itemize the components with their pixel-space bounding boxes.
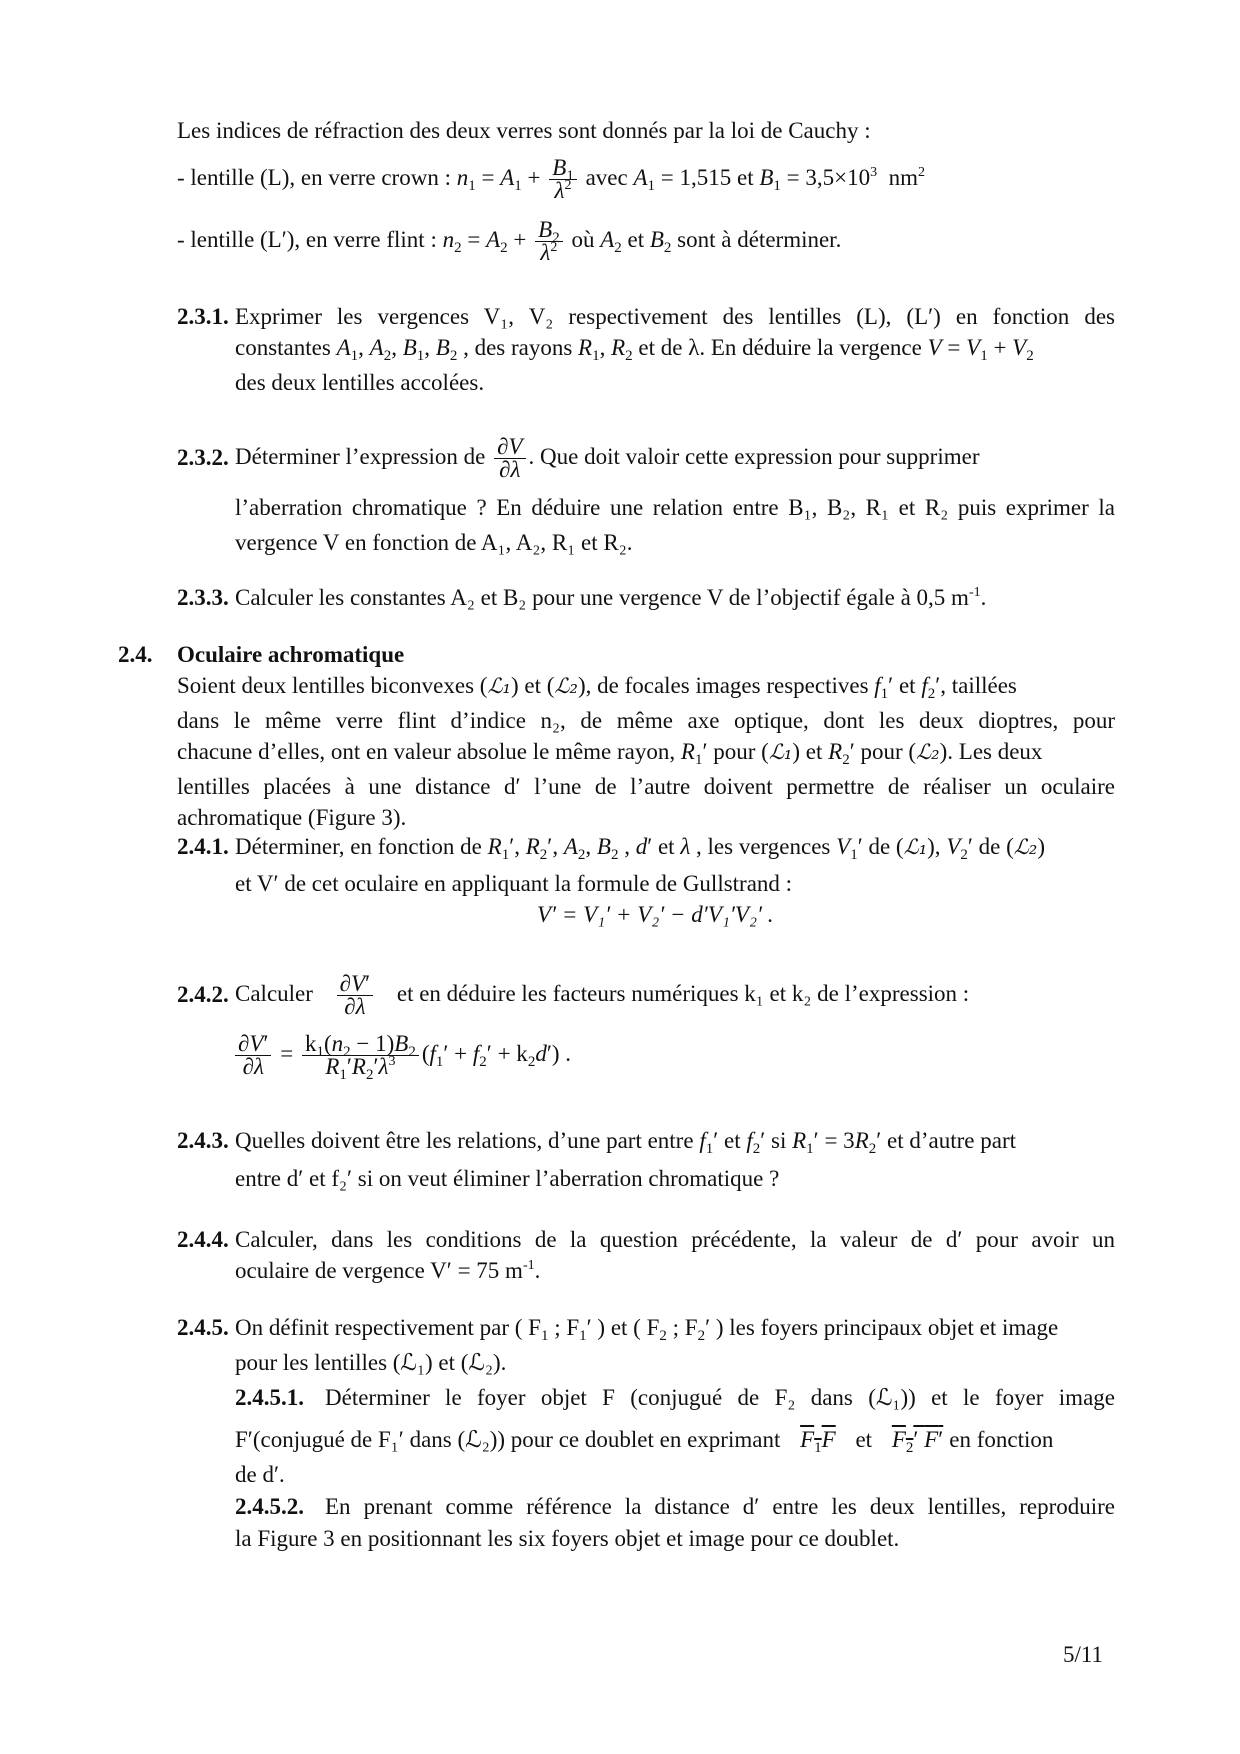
- lens-Lp-end: sont à déterminer.: [671, 227, 842, 252]
- q232-line2: l’aberration chromatique ? En déduire une relation entre B₁, B₂, R₁ et R₂ puis exprimer la: [235, 495, 1115, 520]
- lens-Lp-label: - lentille (L′), en verre flint :: [177, 227, 443, 252]
- s24-line3: chacune d’elles, ont en valeur absolue le même rayon, $R_1'$ pour (ℒ₁) et $R_2'$ pour (ℒ₂). Les deux: [177, 739, 1043, 768]
- q2451-line3: de d′.: [235, 1462, 285, 1487]
- s24-line1: Soient deux lentilles biconvexes (ℒ₁) et (ℒ₂), de focales images respectives $f_1'$ et $f_2'$, taillées: [177, 673, 1017, 702]
- lens-Lp-line: - lentille (L′), en verre flint : $n_2 = A_2$ + $\frac{B_2}{\lambda^2}$ où $A_2$ et $B_2$ sont à déterminer.: [177, 217, 842, 266]
- q245-line1: On définit respectivement par ( $F_1$ ; $F_1'$ ) et ( $F_2$ ; $F_2'$ ) les foyers principaux objet et image: [235, 1315, 1059, 1344]
- q241-line1: Déterminer, en fonction de $R_1'$, $R_2'$, $A_2$, $B_2$ , d′ et λ , les vergences $V_1'$ de (ℒ₁), $V_2'$ de (ℒ₂): [235, 834, 1045, 863]
- q231-line2: constantes $A_1$, $A_2$, $B_1$, $B_2$ , des rayons $R_1$, $R_2$ et de λ. En déduire la vergence $V = V_1 + V_2$: [235, 335, 1034, 364]
- lens-Lp-ou: où: [571, 227, 601, 252]
- q244-line2: oculaire de vergence V′ = 75 $m^{-1}$.: [235, 1258, 541, 1283]
- q242-number: 2.4.2.: [177, 982, 229, 1007]
- q232-line1: Déterminer l’expression de $\frac{\partial V}{\partial\lambda}$ . Que doit valoir cette expression pour supprimer: [235, 434, 980, 483]
- A1-value: 1,515: [679, 165, 732, 190]
- q241-line2: et V′ de cet oculaire en appliquant la formule de Gullstrand :: [235, 871, 793, 896]
- B1-unit: nm: [888, 165, 919, 190]
- lens-L-line: - lentille (L), en verre crown : $n_1 = A_1$ + $\frac{B_1}{\lambda^2}$ avec $A_1 = 1,515$ et $B_1 = 3,5\times 10^3$ $nm^2$: [177, 155, 926, 204]
- q232-number: 2.3.2.: [177, 445, 229, 470]
- s24-line5: achromatique (Figure 3).: [177, 805, 407, 830]
- q2451-line1: Déterminer le foyer objet F (conjugué de F₂ dans (ℒ₁)) et le foyer image: [325, 1385, 1115, 1410]
- s24-line4: lentilles placées à une distance d′ l’une de l’autre doivent permettre de réaliser un oculaire: [177, 774, 1115, 799]
- intro-text: Les indices de réfraction des deux verres sont donnés par la loi de Cauchy :: [177, 118, 871, 143]
- q2452-line1: En prenant comme référence la distance d′ entre les deux lentilles, reproduire: [325, 1494, 1115, 1519]
- dVp-dlambda-fraction: $\frac{\partial V'}{\partial\lambda}$: [337, 973, 373, 1018]
- q245-line2: pour les lentilles (ℒ₁) et (ℒ₂).: [235, 1350, 507, 1375]
- B1-exponent: 3: [870, 165, 878, 180]
- lens-Lp-et: et: [621, 227, 650, 252]
- B1-value: 3,5×10: [805, 165, 871, 190]
- dV-dlambda-fraction: $\frac{\partial V}{\partial\lambda}$: [494, 436, 525, 481]
- cauchy-fraction-1: $\frac{B_1}{\lambda^2}$: [549, 157, 577, 202]
- q241-number: 2.4.1.: [177, 834, 229, 859]
- q231-line1: Exprimer les vergences V₁, V₂ respectivement des lentilles (L), (L′) en fonction des: [235, 304, 1115, 329]
- lens-L-et: et: [737, 165, 760, 190]
- q231-line3: des deux lentilles accolées.: [235, 370, 485, 395]
- q231-number: 2.3.1.: [177, 304, 229, 329]
- cauchy-fraction-2: $\frac{B_2}{\lambda^2}$: [535, 219, 563, 264]
- lens-L-label: - lentille (L), en verre crown :: [177, 165, 457, 190]
- q244-line1: Calculer, dans les conditions de la question précédente, la valeur de d′ pour avoir un: [235, 1227, 1115, 1252]
- q242-line1: Calculer $\frac{\partial V'}{\partial\lambda}$ et en déduire les facteurs numériques k₁ et k₂ de l’expression :: [235, 971, 970, 1020]
- q243-line2: entre d′ et f₂′ si on veut éliminer l’aberration chromatique ?: [235, 1166, 780, 1191]
- q2451-number: 2.4.5.1.: [235, 1385, 304, 1410]
- q243-line1: Quelles doivent être les relations, d’une part entre $f_1'$ et $f_2'$ si $R_1' = 3R_2'$ et d’autre part: [235, 1128, 1017, 1157]
- intro-line: [177, 116, 871, 146]
- q244-number: 2.4.4.: [177, 1227, 229, 1252]
- q233-number: 2.3.3.: [177, 585, 229, 610]
- gullstrand-formula: V′ = V₁′ + V₂′ − d′V₁′V₂′ .: [537, 902, 774, 927]
- q245-number: 2.4.5.: [177, 1315, 229, 1340]
- q242-expression: $\frac{\partial V'}{\partial\lambda}$ = $\frac{k_1(n_2 - 1)B_2}{R_1'R_2'\lambda^3}$ $(f_1' + f_2' + k_2d')$ .: [235, 1022, 571, 1086]
- q233-line: Calculer les constantes A₂ et B₂ pour une vergence V de l’objectif égale à 0,5 $m^{-1}$.: [235, 585, 987, 610]
- s24-title: Oculaire achromatique: [177, 642, 405, 667]
- q2452-number: 2.4.5.2.: [235, 1494, 304, 1519]
- s24-line2: dans le même verre flint d’indice n₂, de même axe optique, dont les deux dioptres, pour: [177, 708, 1115, 733]
- q2451-line2: F′(conjugué de F₁′ dans (ℒ₂)) pour ce doublet en exprimant $F_1F$ et $F_2'$ F′ en fonction: [235, 1427, 1054, 1456]
- q232-line3: vergence V en fonction de A₁, A₂, R₁ et R₂.: [235, 530, 633, 555]
- q2452-line2: la Figure 3 en positionnant les six foyers objet et image pour ce doublet.: [235, 1526, 900, 1551]
- q243-number: 2.4.3.: [177, 1128, 229, 1153]
- lens-L-avec: avec: [585, 165, 634, 190]
- s24-number: 2.4.: [118, 642, 153, 667]
- page-number: 5/11: [1063, 1642, 1104, 1667]
